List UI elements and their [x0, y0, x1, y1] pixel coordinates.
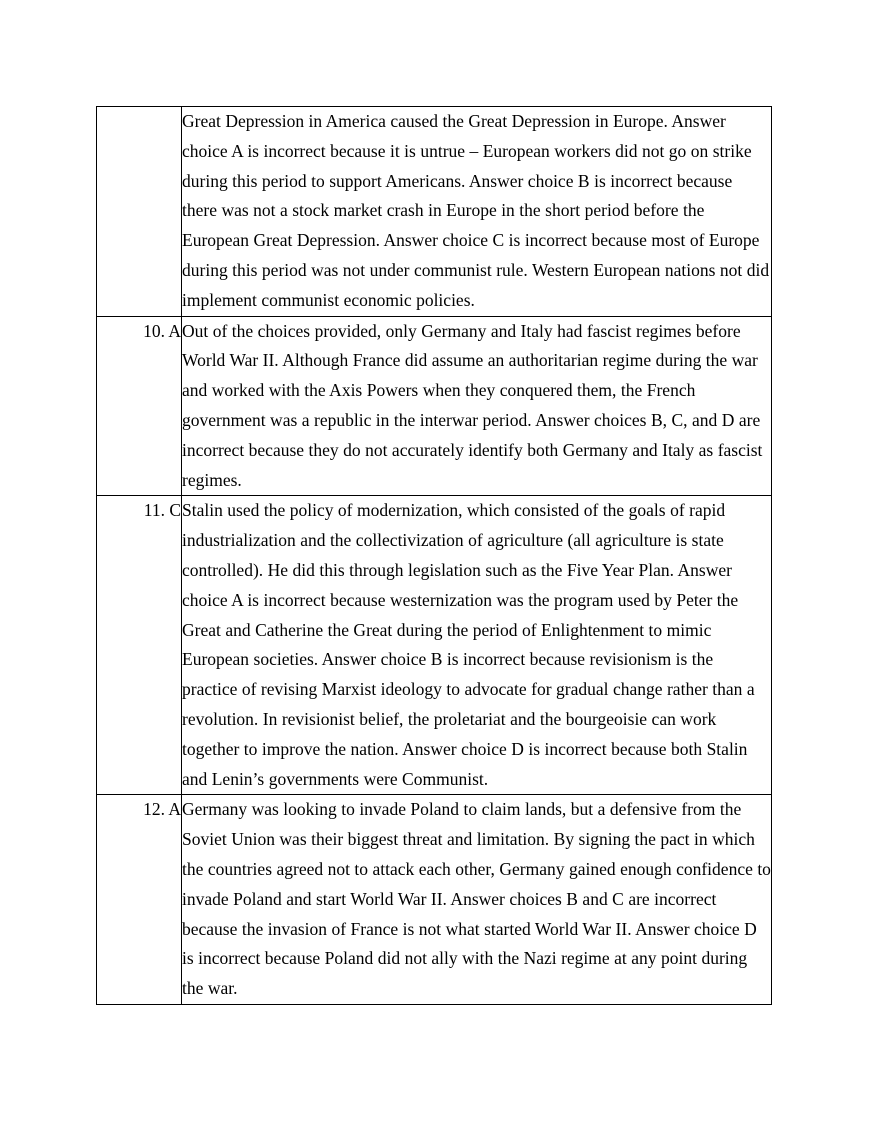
table-row [97, 795, 772, 1005]
explanation-text: Great Depression in America caused the Great Depression in Europe. Answer choice A is incorrect because it is untrue – European workers did not go on strike during this period to support Americans. Answer choice B is incorrect because there was not a stock market crash in Europe in the short period before the European Great Depression. Answer choice C is incorrect because most of Europe during this period was not under communist rule. Western European nations not did implement communist economic policies. [182, 111, 770, 310]
explanation-cell [182, 795, 772, 1005]
question-number-cell: 10. A [97, 316, 182, 496]
table-body [97, 107, 772, 1005]
explanation-text: Out of the choices provided, only Germany and Italy had fascist regimes before World War II. Although France did assume an authoritarian regime during the war and worked with the Axis Powers when they conquered them, the French government was a republic in the interwar period. Answer choices B, C, and D are incorrect because they do not accurately identify both Germany and Italy as fascist regimes. [182, 320, 763, 490]
answer-explanation-table [96, 106, 772, 1005]
explanation-cell [182, 107, 772, 317]
table-row [97, 107, 772, 317]
explanation-cell [182, 496, 772, 795]
table-row [97, 316, 772, 496]
table-row [97, 496, 772, 795]
explanation-text: Germany was looking to invade Poland to claim lands, but a defensive from the Soviet Union was their biggest threat and limitation. By signing the pact in which the countries agreed not to attack each other, Germany gained enough confidence to invade Poland and start World War II. Answer choices B and C are incorrect because the invasion of France is not what started World War II. Answer choice D is incorrect because Poland did not ally with the Nazi regime at any point during the war. [182, 799, 771, 999]
question-number-cell: 12. A [97, 795, 182, 1005]
question-number-cell: 11. C [97, 496, 182, 795]
question-number-cell [97, 107, 182, 317]
explanation-text: Stalin used the policy of modernization, which consisted of the goals of rapid industrialization and the collectivization of agriculture (all agriculture is state controlled). He did this through legislation such as the Five Year Plan. Answer choice A is incorrect because westernization was the program used by Peter the Great and Catherine the Great during the period of Enlightenment to mimic European societies. Answer choice B is incorrect because revisionism is the practice of revising Marxist ideology to advocate for gradual change rather than a revolution. In revisionist belief, the proletariat and the bourgeoisie can work together to improve the nation. Answer choice D is incorrect because both Stalin and Lenin’s governments were Communist. [182, 500, 755, 789]
explanation-cell [182, 316, 772, 496]
